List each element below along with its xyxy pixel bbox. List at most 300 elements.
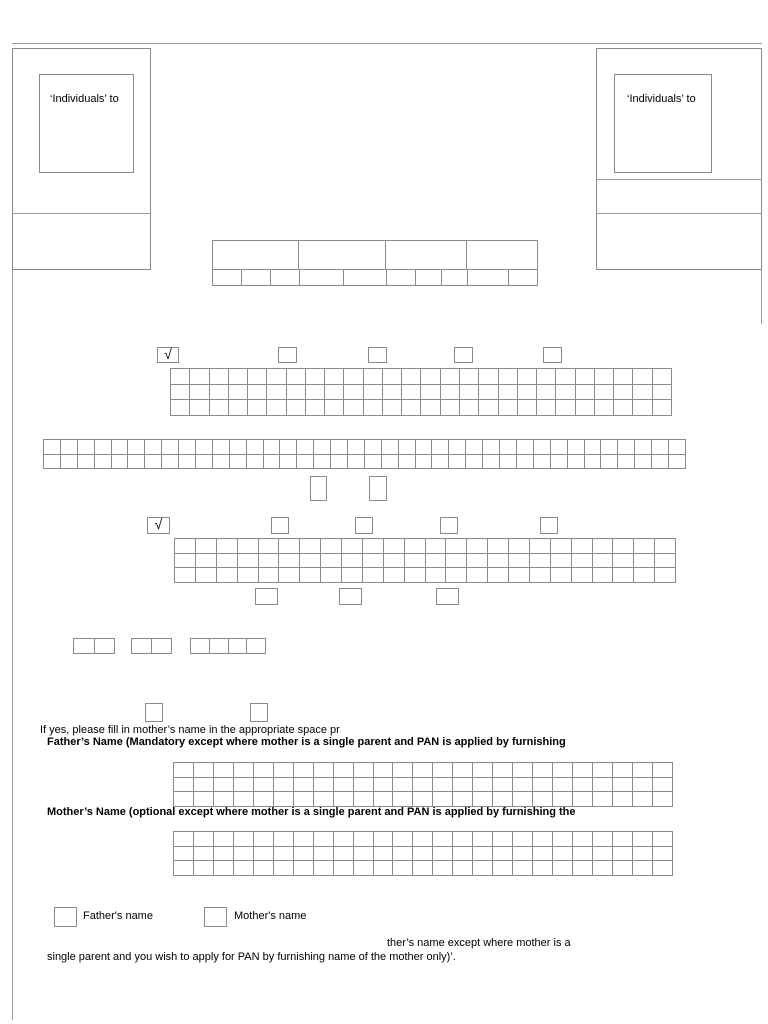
char-cell[interactable]	[175, 553, 196, 568]
char-cell[interactable]	[342, 568, 363, 583]
char-cell[interactable]	[393, 792, 413, 807]
char-cell[interactable]	[228, 400, 247, 416]
char-cell[interactable]	[325, 384, 344, 400]
char-cell[interactable]	[446, 553, 467, 568]
char-cell[interactable]	[533, 861, 553, 876]
char-cell[interactable]	[195, 568, 216, 583]
char-cell[interactable]	[612, 763, 632, 778]
char-cell[interactable]	[344, 400, 363, 416]
char-cell[interactable]	[229, 454, 246, 469]
char-cell[interactable]	[652, 400, 671, 416]
char-cell[interactable]	[513, 763, 533, 778]
char-cell[interactable]	[263, 454, 280, 469]
char-cell[interactable]	[60, 454, 77, 469]
gender-checkbox-3[interactable]	[355, 517, 373, 534]
char-cell[interactable]	[601, 454, 618, 469]
char-cell[interactable]	[493, 861, 513, 876]
char-cell[interactable]	[516, 454, 533, 469]
char-cell[interactable]	[421, 400, 440, 416]
char-cell[interactable]	[362, 539, 383, 554]
char-cell[interactable]	[174, 832, 194, 847]
char-cell[interactable]	[195, 539, 216, 554]
char-cell[interactable]	[550, 553, 571, 568]
char-cell[interactable]	[634, 539, 655, 554]
char-cell[interactable]	[213, 777, 233, 792]
char-cell[interactable]	[634, 568, 655, 583]
char-cell[interactable]	[467, 568, 488, 583]
char-cell[interactable]	[280, 454, 297, 469]
char-cell[interactable]	[162, 440, 179, 455]
dob-day-grid[interactable]	[73, 638, 115, 654]
char-cell[interactable]	[233, 777, 253, 792]
char-cell[interactable]	[286, 400, 305, 416]
right-photo-box[interactable]	[614, 74, 712, 173]
small-box-1[interactable]	[255, 588, 278, 605]
char-cell[interactable]	[593, 763, 613, 778]
char-cell[interactable]	[533, 763, 553, 778]
char-cell[interactable]	[498, 369, 517, 385]
char-cell[interactable]	[413, 861, 433, 876]
char-cell[interactable]	[171, 400, 190, 416]
char-cell[interactable]	[333, 861, 353, 876]
char-cell[interactable]	[293, 777, 313, 792]
char-cell[interactable]	[594, 384, 613, 400]
char-cell[interactable]	[253, 777, 273, 792]
char-cell[interactable]	[253, 792, 273, 807]
char-cell[interactable]	[44, 454, 61, 469]
char-cell[interactable]	[233, 861, 253, 876]
char-cell[interactable]	[213, 861, 233, 876]
char-cell[interactable]	[213, 846, 233, 861]
char-cell[interactable]	[483, 454, 500, 469]
char-cell[interactable]	[373, 861, 393, 876]
char-cell[interactable]	[305, 384, 324, 400]
char-cell[interactable]	[193, 846, 213, 861]
char-cell[interactable]	[446, 568, 467, 583]
char-cell[interactable]	[433, 846, 453, 861]
char-cell[interactable]	[353, 792, 373, 807]
char-cell[interactable]	[333, 832, 353, 847]
char-cell[interactable]	[453, 832, 473, 847]
char-cell[interactable]	[313, 846, 333, 861]
char-cell[interactable]	[652, 369, 671, 385]
char-cell[interactable]	[267, 369, 286, 385]
char-cell[interactable]	[533, 832, 553, 847]
char-cell[interactable]	[286, 369, 305, 385]
char-cell[interactable]	[432, 454, 449, 469]
char-cell[interactable]	[300, 568, 321, 583]
char-cell[interactable]	[300, 539, 321, 554]
char-cell[interactable]	[533, 792, 553, 807]
char-cell[interactable]	[174, 763, 194, 778]
char-cell[interactable]	[393, 832, 413, 847]
char-cell[interactable]	[635, 454, 652, 469]
char-cell[interactable]	[567, 440, 584, 455]
char-cell[interactable]	[655, 553, 676, 568]
char-cell[interactable]	[612, 832, 632, 847]
char-cell[interactable]	[550, 568, 571, 583]
char-cell[interactable]	[513, 861, 533, 876]
char-cell[interactable]	[488, 553, 509, 568]
char-cell[interactable]	[513, 846, 533, 861]
other-name-grid[interactable]	[174, 538, 676, 583]
char-cell[interactable]	[473, 846, 493, 861]
char-cell[interactable]	[273, 792, 293, 807]
char-cell[interactable]	[529, 539, 550, 554]
char-cell[interactable]	[333, 763, 353, 778]
char-cell[interactable]	[342, 539, 363, 554]
char-cell[interactable]	[196, 454, 213, 469]
char-cell[interactable]	[209, 384, 228, 400]
char-cell[interactable]	[263, 440, 280, 455]
gender-checkbox-4[interactable]	[440, 517, 458, 534]
char-cell[interactable]	[509, 553, 530, 568]
char-cell[interactable]	[516, 440, 533, 455]
char-cell[interactable]	[348, 440, 365, 455]
char-cell[interactable]	[314, 440, 331, 455]
title-checkbox-selected[interactable]: √	[157, 347, 179, 363]
char-cell[interactable]	[402, 400, 421, 416]
char-cell[interactable]	[440, 369, 459, 385]
char-cell[interactable]	[614, 400, 633, 416]
char-cell[interactable]	[267, 384, 286, 400]
char-cell[interactable]	[179, 440, 196, 455]
char-cell[interactable]	[553, 861, 573, 876]
char-cell[interactable]	[467, 539, 488, 554]
char-cell[interactable]	[248, 400, 267, 416]
char-cell[interactable]	[179, 454, 196, 469]
char-cell[interactable]	[459, 369, 478, 385]
char-cell[interactable]	[571, 539, 592, 554]
char-cell[interactable]	[573, 763, 593, 778]
char-cell[interactable]	[612, 861, 632, 876]
char-cell[interactable]	[567, 454, 584, 469]
char-cell[interactable]	[313, 861, 333, 876]
char-cell[interactable]	[297, 440, 314, 455]
char-cell[interactable]	[248, 384, 267, 400]
char-cell[interactable]	[362, 568, 383, 583]
char-cell[interactable]	[373, 777, 393, 792]
char-cell[interactable]	[216, 553, 237, 568]
char-cell[interactable]	[353, 777, 373, 792]
char-cell[interactable]	[573, 861, 593, 876]
char-cell[interactable]	[174, 777, 194, 792]
char-cell[interactable]	[425, 539, 446, 554]
char-cell[interactable]	[421, 369, 440, 385]
small-box-3[interactable]	[436, 588, 459, 605]
char-cell[interactable]	[353, 846, 373, 861]
char-cell[interactable]	[233, 832, 253, 847]
char-cell[interactable]	[402, 369, 421, 385]
char-cell[interactable]	[509, 568, 530, 583]
char-cell[interactable]	[529, 568, 550, 583]
dob-year-grid[interactable]	[190, 638, 266, 654]
char-cell[interactable]	[364, 440, 381, 455]
char-cell[interactable]	[632, 861, 652, 876]
char-cell[interactable]	[237, 553, 258, 568]
char-cell[interactable]	[196, 440, 213, 455]
char-cell[interactable]	[453, 763, 473, 778]
char-cell[interactable]	[668, 454, 685, 469]
char-cell[interactable]	[321, 553, 342, 568]
char-cell[interactable]	[60, 440, 77, 455]
char-cell[interactable]	[668, 440, 685, 455]
char-cell[interactable]	[190, 369, 209, 385]
char-cell[interactable]	[373, 846, 393, 861]
char-cell[interactable]	[404, 568, 425, 583]
char-cell[interactable]	[433, 792, 453, 807]
char-cell[interactable]	[373, 792, 393, 807]
char-cell[interactable]	[550, 454, 567, 469]
char-cell[interactable]	[473, 832, 493, 847]
char-cell[interactable]	[529, 553, 550, 568]
char-cell[interactable]	[493, 777, 513, 792]
char-cell[interactable]	[575, 400, 594, 416]
char-cell[interactable]	[195, 553, 216, 568]
char-cell[interactable]	[273, 777, 293, 792]
char-cell[interactable]	[128, 440, 145, 455]
char-cell[interactable]	[421, 384, 440, 400]
char-cell[interactable]	[111, 440, 128, 455]
char-cell[interactable]	[573, 832, 593, 847]
option-box-no[interactable]	[369, 476, 387, 501]
char-cell[interactable]	[145, 440, 162, 455]
char-cell[interactable]	[509, 539, 530, 554]
char-cell[interactable]	[533, 846, 553, 861]
char-cell[interactable]	[612, 846, 632, 861]
char-cell[interactable]	[393, 777, 413, 792]
char-cell[interactable]	[353, 832, 373, 847]
char-cell[interactable]	[286, 384, 305, 400]
char-cell[interactable]	[573, 846, 593, 861]
char-cell[interactable]	[498, 384, 517, 400]
char-cell[interactable]	[293, 792, 313, 807]
char-cell[interactable]	[313, 832, 333, 847]
char-cell[interactable]	[483, 440, 500, 455]
char-cell[interactable]	[594, 369, 613, 385]
char-cell[interactable]	[145, 454, 162, 469]
char-cell[interactable]	[550, 440, 567, 455]
char-cell[interactable]	[655, 568, 676, 583]
char-cell[interactable]	[592, 539, 613, 554]
char-cell[interactable]	[175, 568, 196, 583]
char-cell[interactable]	[212, 440, 229, 455]
char-cell[interactable]	[513, 777, 533, 792]
char-cell[interactable]	[632, 792, 652, 807]
char-cell[interactable]	[313, 777, 333, 792]
char-cell[interactable]	[174, 861, 194, 876]
char-cell[interactable]	[209, 400, 228, 416]
gender-checkbox-2[interactable]	[271, 517, 289, 534]
char-cell[interactable]	[273, 846, 293, 861]
char-cell[interactable]	[433, 763, 453, 778]
char-cell[interactable]	[488, 568, 509, 583]
char-cell[interactable]	[331, 440, 348, 455]
char-cell[interactable]	[618, 454, 635, 469]
char-cell[interactable]	[652, 792, 672, 807]
char-cell[interactable]	[571, 553, 592, 568]
char-cell[interactable]	[363, 384, 382, 400]
char-cell[interactable]	[632, 832, 652, 847]
char-cell[interactable]	[293, 763, 313, 778]
char-cell[interactable]	[193, 832, 213, 847]
left-photo-box[interactable]	[39, 74, 134, 173]
parents-no-box[interactable]	[250, 703, 268, 722]
char-cell[interactable]	[333, 846, 353, 861]
char-cell[interactable]	[212, 454, 229, 469]
char-cell[interactable]	[500, 454, 517, 469]
title-checkbox-2[interactable]	[278, 347, 297, 363]
char-cell[interactable]	[584, 440, 601, 455]
char-cell[interactable]	[556, 369, 575, 385]
char-cell[interactable]	[614, 384, 633, 400]
char-cell[interactable]	[433, 832, 453, 847]
char-cell[interactable]	[413, 832, 433, 847]
char-cell[interactable]	[237, 539, 258, 554]
char-cell[interactable]	[425, 568, 446, 583]
char-cell[interactable]	[652, 832, 672, 847]
char-cell[interactable]	[293, 861, 313, 876]
char-cell[interactable]	[162, 454, 179, 469]
title-checkbox-5[interactable]	[543, 347, 562, 363]
char-cell[interactable]	[313, 792, 333, 807]
char-cell[interactable]	[190, 400, 209, 416]
char-cell[interactable]	[382, 400, 401, 416]
char-cell[interactable]	[652, 777, 672, 792]
char-cell[interactable]	[593, 792, 613, 807]
char-cell[interactable]	[425, 553, 446, 568]
char-cell[interactable]	[500, 440, 517, 455]
char-cell[interactable]	[325, 400, 344, 416]
char-cell[interactable]	[333, 777, 353, 792]
char-cell[interactable]	[479, 400, 498, 416]
char-cell[interactable]	[128, 454, 145, 469]
char-cell[interactable]	[517, 400, 536, 416]
char-cell[interactable]	[253, 763, 273, 778]
char-cell[interactable]	[537, 400, 556, 416]
abbreviation-grid[interactable]	[43, 439, 686, 469]
char-cell[interactable]	[193, 861, 213, 876]
char-cell[interactable]	[633, 384, 652, 400]
char-cell[interactable]	[193, 777, 213, 792]
title-checkbox-3[interactable]	[368, 347, 387, 363]
char-cell[interactable]	[553, 792, 573, 807]
char-cell[interactable]	[459, 384, 478, 400]
char-cell[interactable]	[533, 777, 553, 792]
char-cell[interactable]	[216, 568, 237, 583]
char-cell[interactable]	[305, 400, 324, 416]
small-box-2[interactable]	[339, 588, 362, 605]
char-cell[interactable]	[44, 440, 61, 455]
char-cell[interactable]	[382, 384, 401, 400]
char-cell[interactable]	[498, 400, 517, 416]
char-cell[interactable]	[404, 553, 425, 568]
char-cell[interactable]	[453, 846, 473, 861]
char-cell[interactable]	[253, 846, 273, 861]
char-cell[interactable]	[413, 777, 433, 792]
char-cell[interactable]	[613, 539, 634, 554]
char-cell[interactable]	[652, 440, 669, 455]
char-cell[interactable]	[273, 763, 293, 778]
char-cell[interactable]	[459, 400, 478, 416]
char-cell[interactable]	[77, 440, 94, 455]
char-cell[interactable]	[233, 763, 253, 778]
char-cell[interactable]	[488, 539, 509, 554]
char-cell[interactable]	[449, 454, 466, 469]
char-cell[interactable]	[279, 553, 300, 568]
char-cell[interactable]	[248, 369, 267, 385]
char-cell[interactable]	[393, 846, 413, 861]
char-cell[interactable]	[440, 400, 459, 416]
char-cell[interactable]	[94, 454, 111, 469]
char-cell[interactable]	[635, 440, 652, 455]
char-cell[interactable]	[413, 792, 433, 807]
char-cell[interactable]	[415, 454, 432, 469]
char-cell[interactable]	[342, 553, 363, 568]
char-cell[interactable]	[333, 792, 353, 807]
char-cell[interactable]	[513, 832, 533, 847]
char-cell[interactable]	[258, 539, 279, 554]
char-cell[interactable]	[305, 369, 324, 385]
char-cell[interactable]	[612, 777, 632, 792]
char-cell[interactable]	[362, 553, 383, 568]
char-cell[interactable]	[293, 846, 313, 861]
char-cell[interactable]	[353, 763, 373, 778]
char-cell[interactable]	[393, 763, 413, 778]
char-cell[interactable]	[413, 846, 433, 861]
char-cell[interactable]	[174, 846, 194, 861]
char-cell[interactable]	[479, 369, 498, 385]
char-cell[interactable]	[550, 539, 571, 554]
char-cell[interactable]	[415, 440, 432, 455]
char-cell[interactable]	[300, 553, 321, 568]
char-cell[interactable]	[473, 861, 493, 876]
char-cell[interactable]	[381, 454, 398, 469]
char-cell[interactable]	[553, 832, 573, 847]
mother-name-option-box[interactable]	[204, 907, 227, 927]
char-cell[interactable]	[652, 846, 672, 861]
header-table-cells[interactable]	[212, 269, 538, 286]
char-cell[interactable]	[533, 440, 550, 455]
char-cell[interactable]	[593, 861, 613, 876]
father-name-option-box[interactable]	[54, 907, 77, 927]
char-cell[interactable]	[632, 777, 652, 792]
char-cell[interactable]	[592, 553, 613, 568]
char-cell[interactable]	[293, 832, 313, 847]
char-cell[interactable]	[321, 539, 342, 554]
char-cell[interactable]	[246, 454, 263, 469]
char-cell[interactable]	[473, 792, 493, 807]
parents-yes-box[interactable]	[145, 703, 163, 722]
char-cell[interactable]	[364, 454, 381, 469]
char-cell[interactable]	[466, 440, 483, 455]
char-cell[interactable]	[174, 792, 194, 807]
char-cell[interactable]	[383, 568, 404, 583]
char-cell[interactable]	[584, 454, 601, 469]
char-cell[interactable]	[213, 763, 233, 778]
char-cell[interactable]	[233, 846, 253, 861]
char-cell[interactable]	[513, 792, 533, 807]
char-cell[interactable]	[325, 369, 344, 385]
char-cell[interactable]	[594, 400, 613, 416]
char-cell[interactable]	[381, 440, 398, 455]
char-cell[interactable]	[453, 792, 473, 807]
char-cell[interactable]	[175, 539, 196, 554]
char-cell[interactable]	[190, 384, 209, 400]
char-cell[interactable]	[229, 440, 246, 455]
char-cell[interactable]	[517, 384, 536, 400]
char-cell[interactable]	[553, 777, 573, 792]
